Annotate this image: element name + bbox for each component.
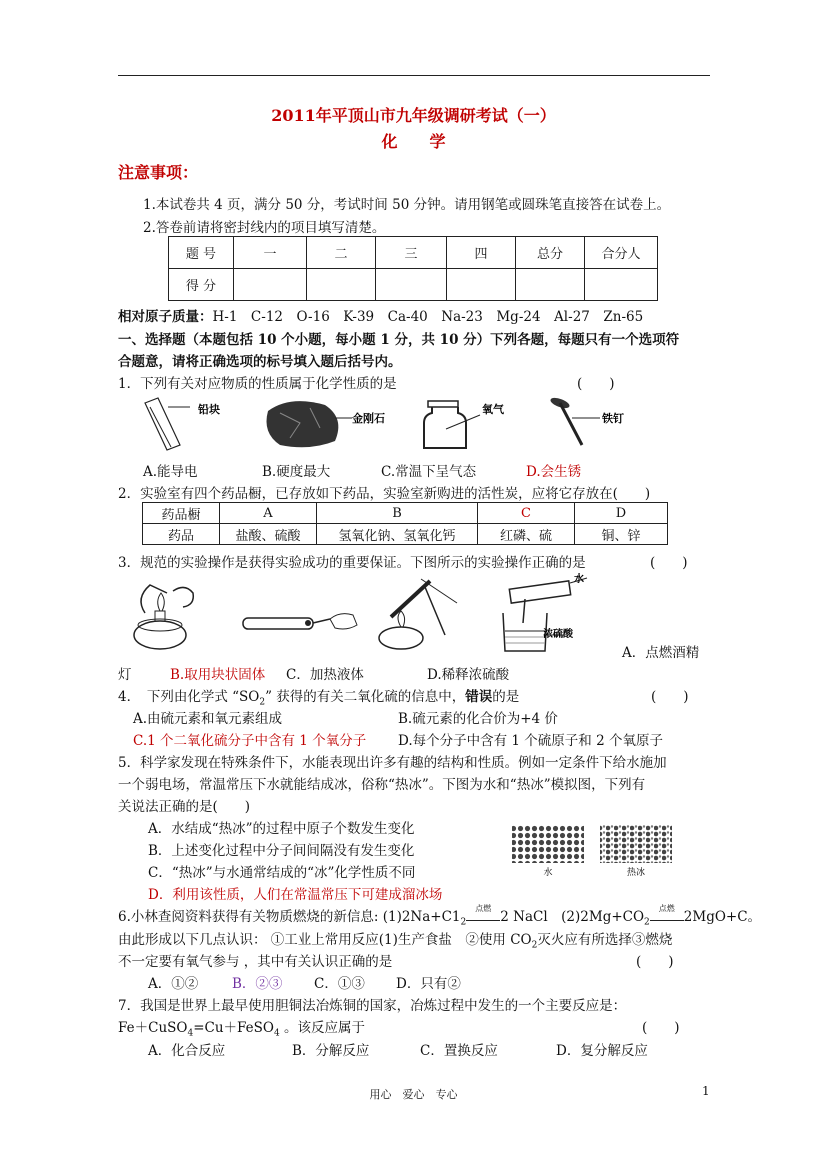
heat-liquid-figure (379, 579, 457, 649)
q3-option-d[interactable]: D.稀释浓硫酸 (427, 667, 510, 683)
q2-table-cell: C (478, 503, 575, 524)
q3-fig-label: 浓硫酸 (543, 629, 573, 640)
q1-option-d[interactable]: D.会生锈 (526, 464, 582, 480)
score-input-cell[interactable] (376, 269, 447, 301)
q2-table-cell: 药品 (143, 524, 220, 545)
q3-option-a[interactable]: A．点燃酒精 (622, 645, 700, 661)
score-table-cell: 一 (234, 237, 307, 269)
q5-option-d-text: D．利用该性质，人们在常温常压下可建成溜冰场 (148, 887, 443, 903)
q4-stem-end: 的是 (492, 689, 520, 705)
exam-title: 2011年平顶山市九年级调研考试（一） (271, 106, 556, 125)
score-input-cell[interactable] (307, 269, 376, 301)
q2-table-cell: B (317, 503, 478, 524)
q7-answer-bracket[interactable]: ( ) (642, 1020, 680, 1036)
score-table (168, 236, 658, 301)
q3-option-c[interactable]: C．加热液体 (286, 667, 364, 683)
exam-subject: 化 学 (381, 132, 446, 151)
q7-option-c[interactable]: C．置换反应 (420, 1043, 498, 1059)
q6-option-c[interactable]: C．①③ (314, 976, 365, 992)
q2-table-cell: D (575, 503, 668, 524)
score-table-cell: 合分人 (585, 237, 658, 269)
q1-answer-bracket[interactable]: ( ) (577, 376, 615, 392)
score-input-cell[interactable] (447, 269, 516, 301)
q6-option-d[interactable]: D．只有② (396, 976, 461, 992)
q6-line1: 6.小林查阅资料获得有关物质燃烧的新信息: $(1)2Na+C1_2$ 点燃 2 NaCl $(2)2Mg+CO_2$ 点燃 2MgO+C。 (118, 904, 762, 928)
q2-table-cell: 铜、锌 (575, 524, 668, 545)
q6-line2-pre: 由此形成以下几点认识： ①工业上常用反应(1)生产食盐 ②使用 CO (118, 932, 532, 948)
footer-motto: 用心 爱心 专心 (369, 1088, 458, 1101)
q1-fig-label: 铁钉 (602, 412, 624, 425)
diamond-figure (267, 401, 353, 447)
q5-option-c[interactable]: C．“热冰”与水通常结成的“冰”化学性质不同 (148, 865, 416, 881)
q5-water-ice-figure (510, 825, 680, 880)
q4-stem-bold: 错误 (465, 689, 493, 705)
q6-line3: 不一定要有氧气参与 ，其中有关认识正确的是 (118, 954, 393, 970)
q3-option-b[interactable]: B.取用块状固体 (170, 667, 266, 683)
q5-line1: 5．科学家发现在特殊条件下，水能表现出许多有趣的结构和性质。例如一定条件下给水施加 (118, 755, 667, 771)
q4-stem-pre: 4． 下列由化学式 “SO (118, 689, 260, 705)
score-input-cell[interactable] (234, 269, 307, 301)
notice-line2: 2.答卷前请将密封线内的项目填写清楚。 (143, 220, 386, 236)
score-input-cell[interactable] (516, 269, 585, 301)
alcohol-lamp-figure (134, 585, 193, 649)
lead-block-figure (145, 398, 190, 450)
q6-line1-end: 2MgO+C。 (683, 909, 762, 925)
notice-line1: 1.本试卷共 4 页，满分 50 分，考试时间 50 分钟。请用钢笔或圆珠笔直接答在试卷上。 (143, 197, 671, 213)
q6-condition-2: 点燃 (658, 904, 675, 913)
score-table-cell: 得 分 (169, 269, 234, 301)
q1-fig-label: 铅块 (198, 403, 220, 416)
water-model (512, 825, 584, 863)
atomic-mass-values: H-1 C-12 O-16 K-39 Ca-40 Na-23 Mg-24 Al-27 Zn-65 (212, 309, 644, 325)
q4-stem (118, 685, 519, 708)
q7-line2-end: 。该反应属于 (279, 1020, 366, 1036)
q4-option-c[interactable]: C.1 个二氧化硫分子中含有 1 个氧分子 (133, 733, 367, 749)
q6-answer-bracket[interactable]: ( ) (636, 954, 674, 970)
test-tube-solid-figure (243, 614, 357, 629)
q5-fig-label: 水 (543, 868, 553, 878)
dilute-acid-figure (503, 578, 587, 651)
atomic-mass-label: 相对原子质量： (118, 309, 213, 325)
q2-cabinet-table (142, 502, 668, 545)
section1-heading-2: 合题意，请将正确选项的标号填入题后括号内。 (118, 354, 402, 370)
score-table-cell: 四 (447, 237, 516, 269)
q6-reaction-arrow-2 (650, 904, 684, 921)
q2-table-cell: 红磷、硫 (478, 524, 575, 545)
header-rule (118, 75, 710, 76)
q7-option-b[interactable]: B．分解反应 (292, 1043, 370, 1059)
score-table-cell: 总分 (516, 237, 585, 269)
q5-option-d[interactable] (148, 883, 442, 903)
q3-fig-label: 水 (574, 574, 584, 585)
q1-stem: 1．下列有关对应物质的性质属于化学性质的是 (118, 376, 397, 392)
q2-table-cell: 药品橱 (143, 503, 220, 524)
q7-line2-mid: =Cu＋FeSO (193, 1020, 274, 1036)
q7-line1: 7．我国是世界上最早使用胆铜法冶炼铜的国家，冶炼过程中发生的一个主要反应是： (118, 998, 627, 1014)
q4-stem-post: ” 获得的有关二氧化硫的信息中， (265, 689, 466, 705)
q6-option-a[interactable]: A．①② (148, 976, 199, 992)
q5-fig-label: 热冰 (626, 868, 646, 878)
q6-line2: 由此形成以下几点认识： ①工业上常用反应(1)生产食盐 ②使用 $CO_2$灭火应有所选择③燃烧 (118, 932, 673, 951)
q1-option-b[interactable]: B.硬度最大 (262, 464, 331, 480)
atomic-mass (118, 305, 643, 325)
score-table-cell: 题 号 (169, 237, 234, 269)
q7-line2: Fe＋CuSO$_4$=Cu＋FeSO$_4$ 。该反应属于 (118, 1020, 366, 1039)
q6-line2-end: 灭火应有所选择③燃烧 (537, 932, 673, 948)
q6-option-b[interactable]: B．②③ (232, 976, 283, 992)
q6-line1-mid: 2 NaCl (2)2Mg+CO (500, 909, 645, 925)
score-table-cell: 二 (307, 237, 376, 269)
iron-nail-figure (549, 396, 600, 445)
score-table-cell: 三 (376, 237, 447, 269)
q2-table-cell: 氢氧化钠、氢氧化钙 (317, 524, 478, 545)
q7-option-a[interactable]: A．化合反应 (148, 1043, 226, 1059)
q5-line3: 关说法正确的是( ) (118, 799, 251, 815)
q1-option-a[interactable]: A.能导电 (143, 464, 198, 480)
q2-stem: 2．实验室有四个药品橱，已存放如下药品，实验室新购进的活性炭，应将它存放在( ) (118, 486, 651, 502)
q5-line2: 一个弱电场，常温常压下水就能结成冰，俗称“热冰”。下图为水和“热冰”模拟图，下列有 (118, 777, 646, 793)
q2-table-cell: A (220, 503, 317, 524)
section1-heading-1: 一、选择题（本题包括 10 个小题，每小题 1 分，共 10 分）下列各题，每题只有一个选项符 (118, 332, 680, 348)
q7-option-d[interactable]: D．复分解反应 (556, 1043, 648, 1059)
hot-ice-model (600, 825, 672, 863)
q4-option-b[interactable]: B.硫元素的化合价为+4 价 (398, 711, 558, 727)
q4-option-d[interactable]: D.每个分子中含有 1 个硫原子和 2 个氧原子 (398, 733, 663, 749)
q2-table-cell: 盐酸、硫酸 (220, 524, 317, 545)
q6-line1-pre: 6.小林查阅资料获得有关物质燃烧的新信息: (1)2Na+C1 (118, 909, 461, 925)
q3-stem: 3．规范的实验操作是获得实验成功的重要保证。下图所示的实验操作正确的是 (118, 555, 586, 571)
score-input-cell[interactable] (585, 269, 658, 301)
q3-figures (125, 573, 605, 658)
q1-figures (140, 393, 660, 453)
q3-option-a-cont: 灯 (118, 667, 132, 683)
q5-option-b[interactable]: B．上述变化过程中分子间间隔没有发生变化 (148, 843, 415, 859)
q5-option-a[interactable]: A．水结成“热冰”的过程中原子个数发生变化 (148, 821, 415, 837)
q6-reaction-arrow-1 (466, 904, 500, 921)
q1-fig-label: 金刚石 (352, 412, 385, 425)
oxygen-jar-figure (424, 401, 480, 448)
q6-condition-1: 点燃 (475, 904, 492, 913)
q7-line2-pre: Fe＋CuSO (118, 1020, 188, 1036)
q4-option-a[interactable]: A.由硫元素和氧元素组成 (133, 711, 283, 727)
q3-answer-bracket[interactable]: ( ) (650, 555, 688, 571)
q4-stem-sub: 2 (259, 697, 266, 708)
q4-answer-bracket[interactable]: ( ) (651, 689, 689, 705)
page-number: 1 (702, 1084, 710, 1098)
q1-option-c[interactable]: C.常温下呈气态 (381, 464, 477, 480)
q1-fig-label: 氧气 (482, 403, 504, 416)
notice-heading: 注意事项： (118, 163, 199, 182)
